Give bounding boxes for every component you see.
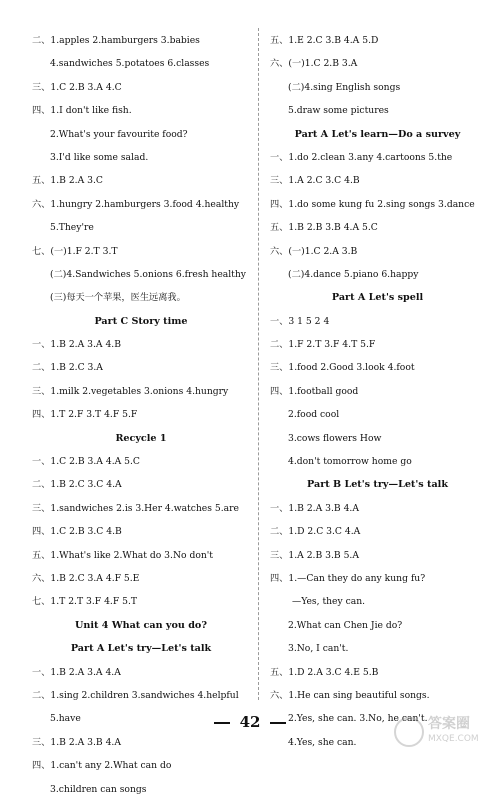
answer-line: 5.They're	[50, 222, 94, 234]
answer-line: 六、(一)1.C 2.A 3.B	[270, 245, 358, 257]
answer-line: (二)4.Sandwiches 5.onions 6.fresh healthy	[50, 268, 246, 280]
section-heading: Part A Let's spell	[331, 292, 424, 304]
answer-line: 3.cows flowers How	[288, 432, 382, 444]
answer-line: 一、1.C 2.B 3.A 4.A 5.C	[32, 456, 140, 468]
left-answer-column	[32, 29, 250, 801]
answer-line: 四、1.can't any 2.What can do	[32, 760, 172, 772]
section-heading: Recycle 1	[115, 432, 167, 444]
answer-line: 5.have	[50, 713, 81, 725]
answer-line: 2.What can Chen Jie do?	[288, 619, 403, 631]
answer-line: 3.I'd like some salad.	[50, 151, 149, 163]
column-divider	[258, 28, 259, 700]
answer-line: 二、1.sing 2.children 3.sandwiches 4.helpful	[32, 689, 239, 701]
answer-line: 三、1.A 2.B 3.B 5.A	[270, 549, 359, 561]
answer-line: 3.No, I can't.	[288, 643, 349, 655]
answer-line: 2.Yes, she can. 3.No, he can't.	[288, 713, 428, 725]
answer-line: 四、1.football good	[270, 385, 359, 397]
answer-line: 五、1.E 2.C 3.B 4.A 5.D	[270, 35, 379, 46]
answer-line: 四、1.I don't like fish.	[32, 105, 132, 117]
section-heading: Part A Let's learn—Do a survey	[294, 128, 461, 140]
answer-line: 二、1.D 2.C 3.C 4.A	[270, 526, 361, 538]
answer-line: 五、1.What's like 2.What do 3.No don't	[32, 549, 213, 561]
answer-line: 二、1.B 2.C 3.C 4.A	[32, 479, 122, 491]
answer-line: 一、1.B 2.A 3.A 4.A	[32, 666, 121, 678]
answer-line: 六、1.hungry 2.hamburgers 3.food 4.healthy	[32, 198, 240, 210]
answer-line: 四、1.T 2.F 3.T 4.F 5.F	[32, 409, 138, 421]
answer-line: 七、1.T 2.T 3.F 4.F 5.T	[32, 596, 138, 608]
answer-line: 5.draw some pictures	[288, 105, 389, 117]
section-heading: Unit 4 What can you do?	[75, 619, 207, 631]
answer-line: (三)每天一个苹果，医生远离我。	[50, 292, 186, 304]
answer-line: 三、1.C 2.B 3.A 4.C	[32, 81, 122, 93]
answer-line: 3.children can songs	[50, 783, 147, 795]
answer-line: 三、1.milk 2.vegetables 3.onions 4.hungry	[32, 385, 229, 397]
answer-line: 六、(一)1.C 2.B 3.A	[270, 58, 358, 70]
answer-line: 二、1.B 2.C 3.A	[32, 362, 103, 374]
answer-line: 二、1.F 2.T 3.F 4.T 5.F	[270, 339, 376, 351]
section-heading: Part B Let's try—Let's talk	[307, 479, 448, 491]
page-number: 42	[239, 713, 261, 731]
answer-line: 一、1.do 2.clean 3.any 4.cartoons 5.the	[270, 151, 453, 163]
answer-line: 4.don't tomorrow home go	[288, 456, 412, 468]
answer-line: 三、1.sandwiches 2.is 3.Her 4.watches 5.are	[32, 502, 239, 514]
right-answer-column	[270, 29, 485, 754]
footer-dash-left	[214, 722, 230, 724]
watermark-logo	[394, 717, 486, 747]
answer-line: 4.Yes, she can.	[288, 736, 357, 748]
answer-line: 四、1.—Can they do any kung fu?	[270, 572, 426, 584]
answer-line: 六、1.He can sing beautiful songs.	[270, 689, 430, 701]
footer-dash-right	[270, 722, 286, 724]
answer-line: 三、1.A 2.C 3.C 4.B	[270, 175, 360, 187]
answer-line: 四、1.do some kung fu 2.sing songs 3.dance	[270, 198, 475, 210]
answer-line: 三、1.B 2.A 3.B 4.A	[32, 736, 121, 748]
answer-line: 六、1.B 2.C 3.A 4.F 5.E	[32, 572, 140, 584]
answer-line: (二)4.sing English songs	[288, 81, 401, 93]
answer-line: 2.What's your favourite food?	[50, 128, 188, 140]
answer-line: 七、(一)1.F 2.T 3.T	[32, 245, 118, 257]
answer-line: 一、1.B 2.A 3.B 4.A	[270, 502, 359, 514]
answer-line: 二、1.apples 2.hamburgers 3.babies	[32, 35, 200, 46]
answer-line: 4.sandwiches 5.potatoes 6.classes	[50, 58, 210, 70]
answer-line: 三、1.food 2.Good 3.look 4.foot	[270, 362, 415, 374]
answer-line: 一、1.B 2.A 3.A 4.B	[32, 339, 121, 351]
section-heading: Part A Let's try—Let's talk	[70, 643, 212, 655]
answer-line: 2.food cool	[288, 409, 340, 421]
answer-line: 五、1.B 2.B 3.B 4.A 5.C	[270, 222, 378, 234]
answer-line: 一、3 1 5 2 4	[270, 315, 330, 327]
answer-line: 四、1.C 2.B 3.C 4.B	[32, 526, 122, 538]
answer-line: (二)4.dance 5.piano 6.happy	[288, 268, 419, 280]
answer-line: 五、1.B 2.A 3.C	[32, 175, 103, 187]
answer-line: 五、1.D 2.A 3.C 4.E 5.B	[270, 666, 379, 678]
watermark-text: 答案圈	[428, 716, 470, 732]
watermark-stamp-icon	[394, 717, 424, 747]
watermark-url: MXQE.COM	[428, 734, 479, 744]
section-heading: Part C Story time	[94, 315, 188, 327]
answer-line: —Yes, they can.	[292, 596, 366, 608]
